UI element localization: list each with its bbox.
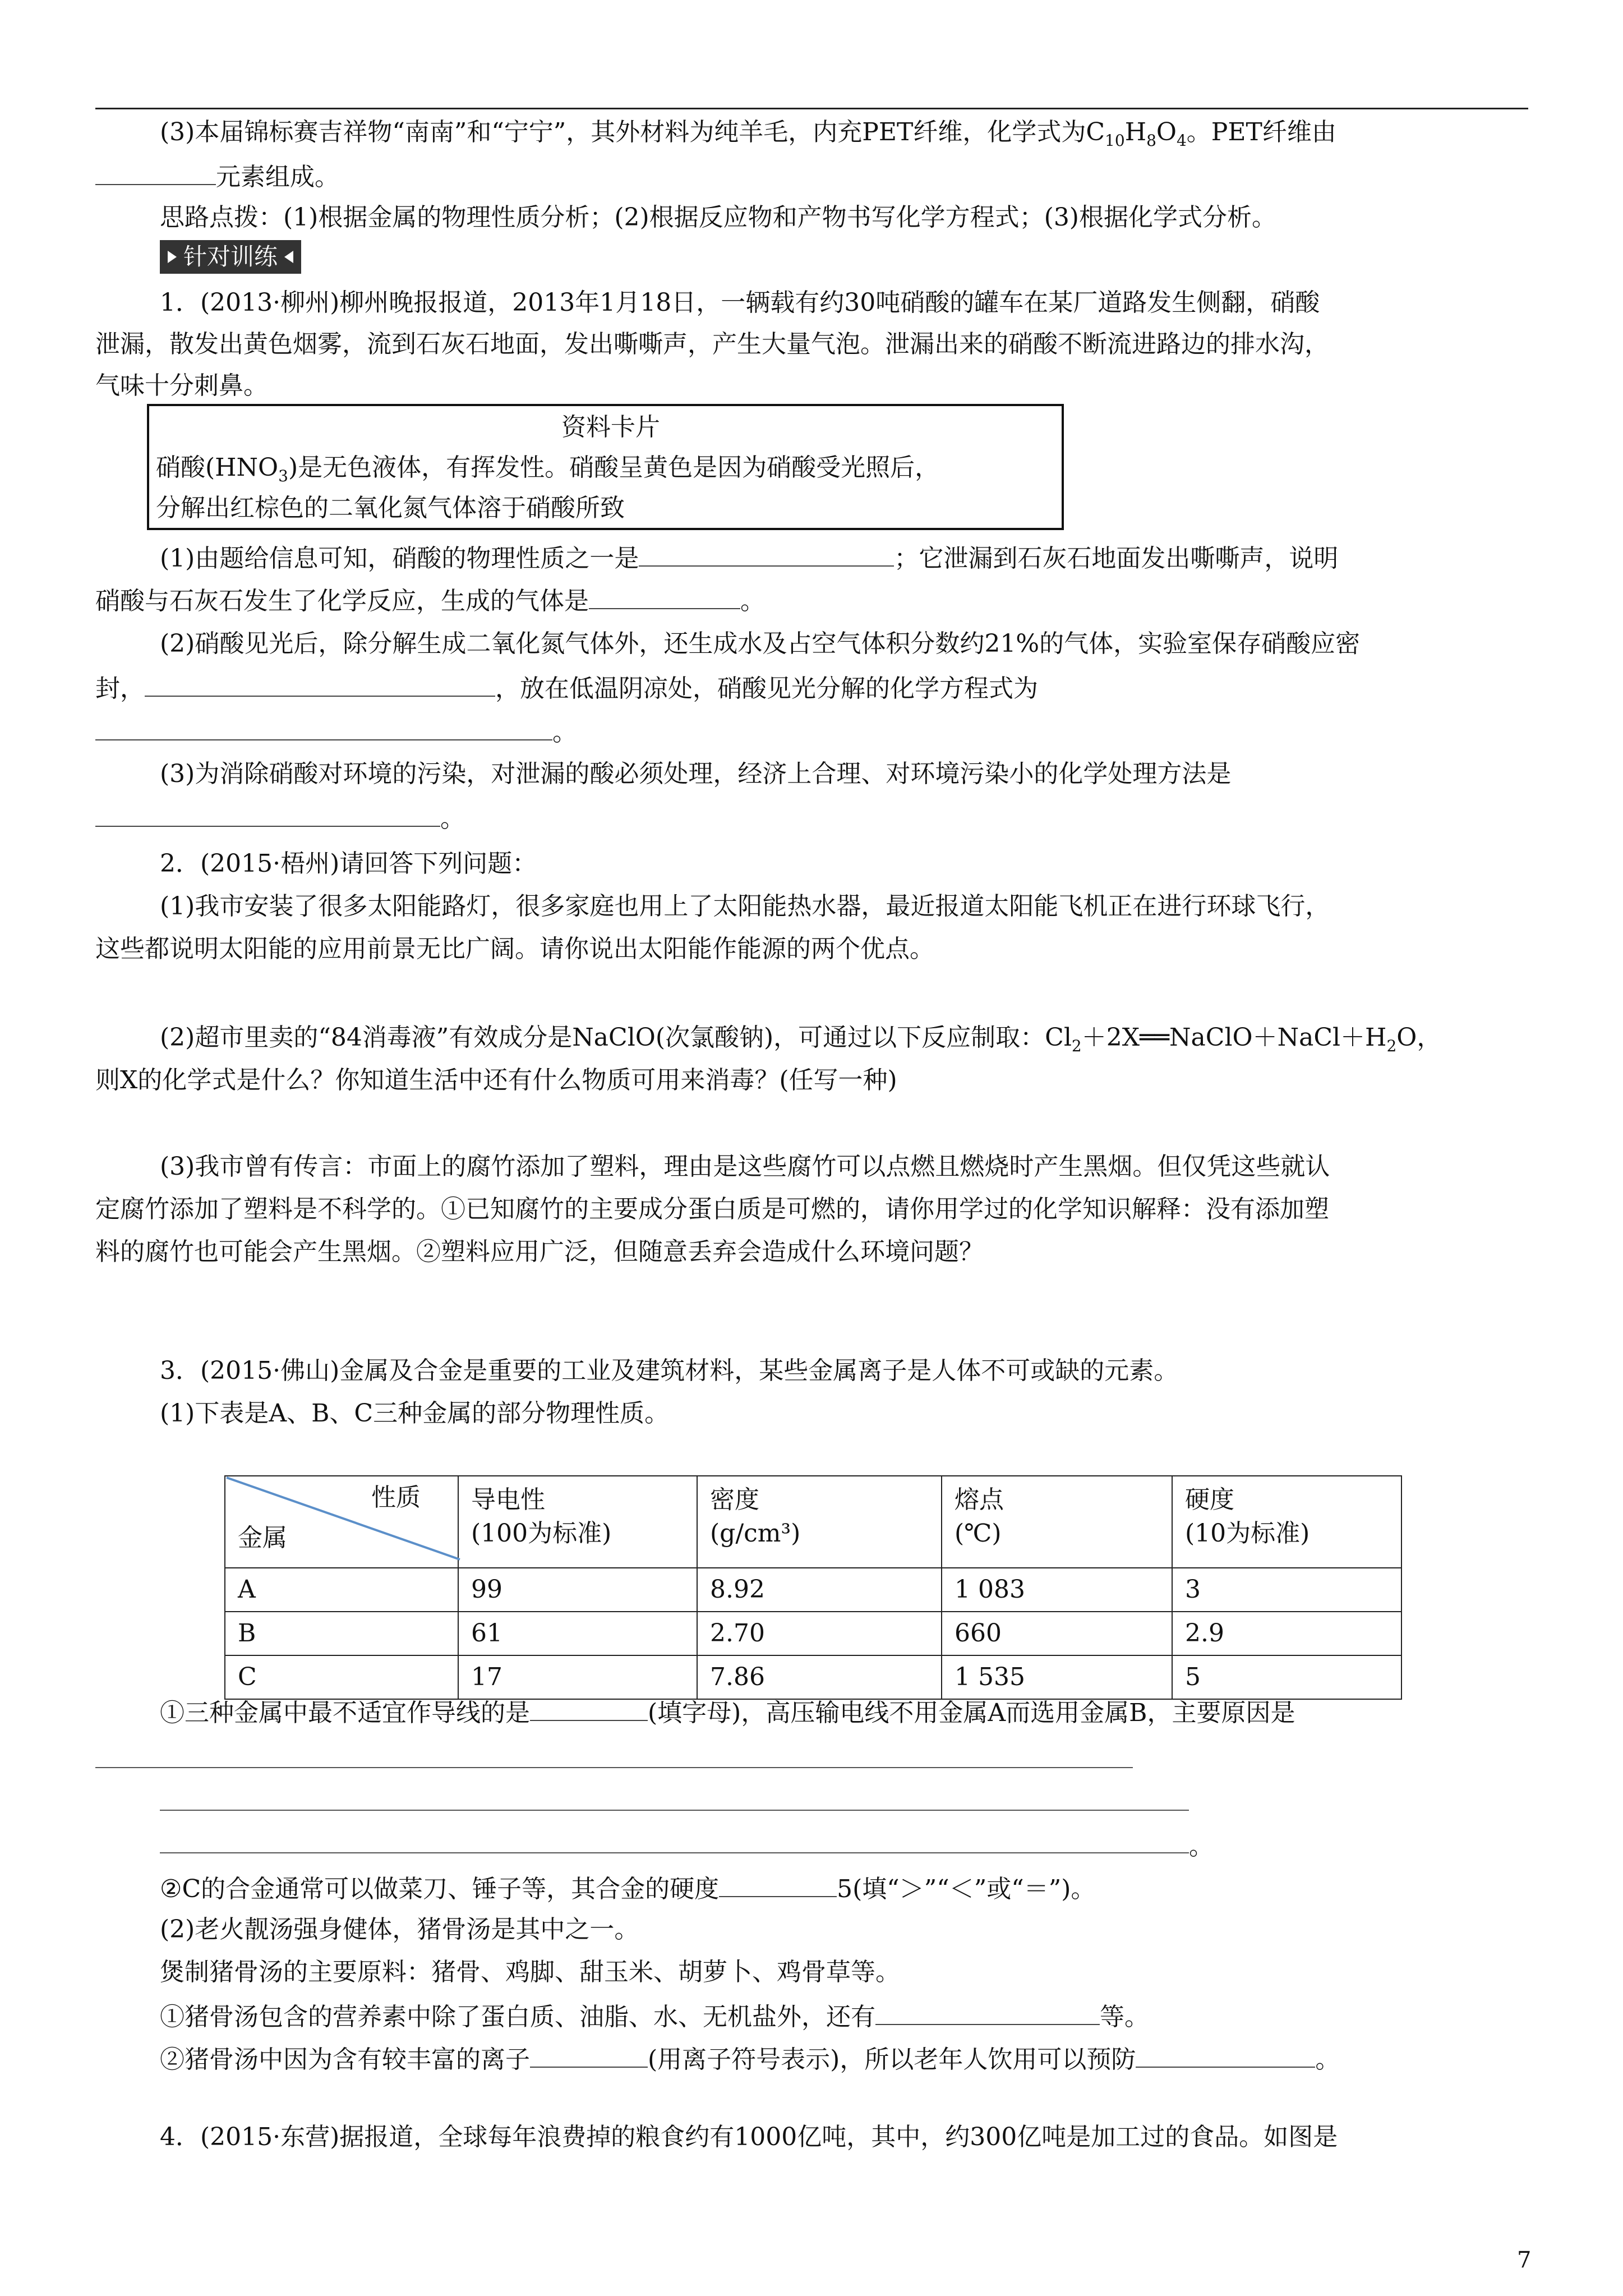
- header-rule: [95, 108, 1528, 109]
- corner-top-label: 性质: [371, 1483, 421, 1512]
- q1-p1-line-1: (1)由题给信息可知，硝酸的物理性质之一是 ；它泄漏到石灰石地面发出嘶嘶声，说明: [160, 540, 1338, 576]
- metal-properties-table: [224, 1475, 1402, 1700]
- section-badge: [160, 240, 301, 274]
- triangle-left-icon: [284, 251, 293, 263]
- card-line-1: 硝酸$(HNO_3)$是无色液体，有挥发性。硝酸呈黄色是因为硝酸受光照后，: [156, 453, 940, 485]
- answer-line[interactable]: [95, 1767, 1133, 1768]
- table-cell: A: [225, 1568, 458, 1612]
- table-cell: 61: [458, 1612, 697, 1655]
- q3-line-2: (1)下表是A、B、C三种金属的部分物理性质。: [160, 1399, 670, 1428]
- q2-p1-line-1: (1)我市安装了很多太阳能路灯，很多家庭也用上了太阳能热水器，最近报道太阳能飞机正在进行环球飞行，: [160, 892, 1330, 921]
- answer-blank[interactable]: [589, 582, 740, 609]
- answer-blank[interactable]: [530, 1694, 648, 1721]
- q3-p2-line-2: 煲制猪骨汤的主要原料：猪骨、鸡脚、甜玉米、胡萝卜、鸡骨草等。: [160, 1958, 900, 1986]
- hint-line: 思路点拨：(1)根据金属的物理性质分析；(2)根据反应物和产物书写化学方程式；(3)根据化学式分析。: [160, 203, 1276, 232]
- q3-s1-end: 。: [1189, 1832, 1214, 1861]
- page-number: 7: [1517, 2247, 1532, 2273]
- answer-line[interactable]: [160, 1852, 1189, 1853]
- info-card: [147, 404, 1064, 530]
- table-cell: 17: [458, 1655, 697, 1699]
- table-cell: 99: [458, 1568, 697, 1612]
- table-cell: 1 083: [942, 1568, 1172, 1612]
- table-cell: B: [225, 1612, 458, 1655]
- table-cell: 1 535: [942, 1655, 1172, 1699]
- q2-p3-line-2: 定腐竹添加了塑料是不科学的。①已知腐竹的主要成分蛋白质是可燃的，请你用学过的化学知识解释：没有添加塑: [95, 1195, 1329, 1223]
- q2-p2-line-1: (2)超市里卖的“84消毒液”有效成分是NaClO(次氯酸钠)，可通过以下反应制取：$Cl_2+2X══NaClO+NaCl+H_2O$，: [160, 1023, 1442, 1055]
- table-row: [225, 1568, 1401, 1612]
- corner-bottom-label: 金属: [238, 1524, 287, 1552]
- table-cell: 2.9: [1172, 1612, 1401, 1655]
- answer-blank[interactable]: [1136, 2041, 1315, 2068]
- q1-line-1: 1．(2013·柳州)柳州晚报报道，2013年1月18日，一辆载有约30吨硝酸的罐车在某厂道路发生侧翻，硝酸: [160, 288, 1320, 317]
- answer-blank[interactable]: [530, 2041, 648, 2068]
- table-corner-cell: [225, 1476, 458, 1568]
- card-title: 资料卡片: [561, 413, 660, 441]
- table-cell: 7.86: [697, 1655, 942, 1699]
- table-cell: 5: [1172, 1655, 1401, 1699]
- answer-blank[interactable]: [95, 714, 552, 740]
- q1-line-3: 气味十分刺鼻。: [95, 371, 268, 400]
- answer-blank[interactable]: [145, 670, 495, 697]
- answer-blank[interactable]: [719, 1870, 837, 1897]
- header-melting-point: 熔点 (℃): [942, 1476, 1172, 1568]
- intro-line-1: (3)本届锦标赛吉祥物“南南”和“宁宁”，其外材料为纯羊毛，内充PET纤维，化学式为$C_{10}H_8O_4$。PET纤维由: [160, 118, 1336, 150]
- q1-line-2: 泄漏，散发出黄色烟雾，流到石灰石地面，发出嘶嘶声，产生大量气泡。泄漏出来的硝酸不断流进路边的排水沟，: [95, 330, 1329, 358]
- table-cell: C: [225, 1655, 458, 1699]
- q2-p1-line-2: 这些都说明太阳能的应用前景无比广阔。请你说出太阳能作能源的两个优点。: [95, 935, 934, 963]
- answer-line[interactable]: [160, 1810, 1189, 1811]
- q2-p3-line-1: (3)我市曾有传言：市面上的腐竹添加了塑料，理由是这些腐竹可以点燃且燃烧时产生黑烟。但仅凭这些就认: [160, 1152, 1330, 1181]
- q2-line-1: 2．(2015·梧州)请回答下列问题：: [160, 849, 537, 878]
- q3-s1-line: ①三种金属中最不适宜作导线的是 (填字母)，高压输电线不用金属A而选用金属B，主要原因是: [160, 1694, 1295, 1730]
- q1-p1-line-2: 硝酸与石灰石发生了化学反应，生成的气体是 。: [95, 582, 765, 618]
- q2-p3-line-3: 料的腐竹也可能会产生黑烟。②塑料应用广泛，但随意丢弃会造成什么环境问题？: [95, 1237, 984, 1266]
- q3-p2-s1: ①猪骨汤包含的营养素中除了蛋白质、油脂、水、无机盐外，还有 等。: [160, 1998, 1149, 2034]
- answer-blank[interactable]: [95, 158, 216, 185]
- table-row: [225, 1655, 1401, 1699]
- q1-p2-line-3: 。: [95, 714, 577, 749]
- q3-line-1: 3．(2015·佛山)金属及合金是重要的工业及建筑材料，某些金属离子是人体不可或缺的元素。: [160, 1356, 1179, 1385]
- table-cell: 660: [942, 1612, 1172, 1655]
- header-conductivity: 导电性 (100为标准): [458, 1476, 697, 1568]
- q3-p2-s2: ②猪骨汤中因为含有较丰富的离子 (用离子符号表示)，所以老年人饮用可以预防 。: [160, 2041, 1340, 2077]
- intro-line-2: 元素组成。: [95, 158, 339, 194]
- answer-blank[interactable]: [639, 540, 894, 567]
- header-density: 密度 (g/cm³): [697, 1476, 942, 1568]
- q1-p2-line-1: (2)硝酸见光后，除分解生成二氧化氮气体外，还生成水及占空气体积分数约21%的气体，实验室保存硝酸应密: [160, 629, 1361, 658]
- section-badge-label: 针对训练: [183, 243, 278, 270]
- header-hardness: 硬度 (10为标准): [1172, 1476, 1401, 1568]
- q3-p2-line-1: (2)老火靓汤强身健体，猪骨汤是其中之一。: [160, 1915, 639, 1944]
- q1-p2-line-2: 封， ，放在低温阴凉处，硝酸见光分解的化学方程式为: [95, 670, 1038, 706]
- q1-p3-line-2: 。: [95, 800, 465, 836]
- card-line-2: 分解出红棕色的二氧化氮气体溶于硝酸所致: [156, 494, 625, 522]
- answer-blank[interactable]: [875, 1998, 1100, 2025]
- triangle-right-icon: [168, 251, 177, 263]
- q2-p2-line-2: 则X的化学式是什么？你知道生活中还有什么物质可用来消毒？(任写一种): [95, 1066, 897, 1094]
- table-row: [225, 1612, 1401, 1655]
- table-cell: 8.92: [697, 1568, 942, 1612]
- table-cell: 2.70: [697, 1612, 942, 1655]
- answer-blank[interactable]: [95, 800, 440, 827]
- table-header-row: [225, 1476, 1401, 1568]
- q3-s2-line: ②C的合金通常可以做菜刀、锤子等，其合金的硬度 5(填“＞”“＜”或“＝”)。: [160, 1870, 1095, 1906]
- table-cell: 3: [1172, 1568, 1401, 1612]
- q1-p3-line-1: (3)为消除硝酸对环境的污染，对泄漏的酸必须处理，经济上合理、对环境污染小的化学处理方法是: [160, 760, 1232, 788]
- q4-line-1: 4．(2015·东营)据报道，全球每年浪费掉的粮食约有1000亿吨，其中，约300亿吨是加工过的食品。如图是: [160, 2123, 1338, 2151]
